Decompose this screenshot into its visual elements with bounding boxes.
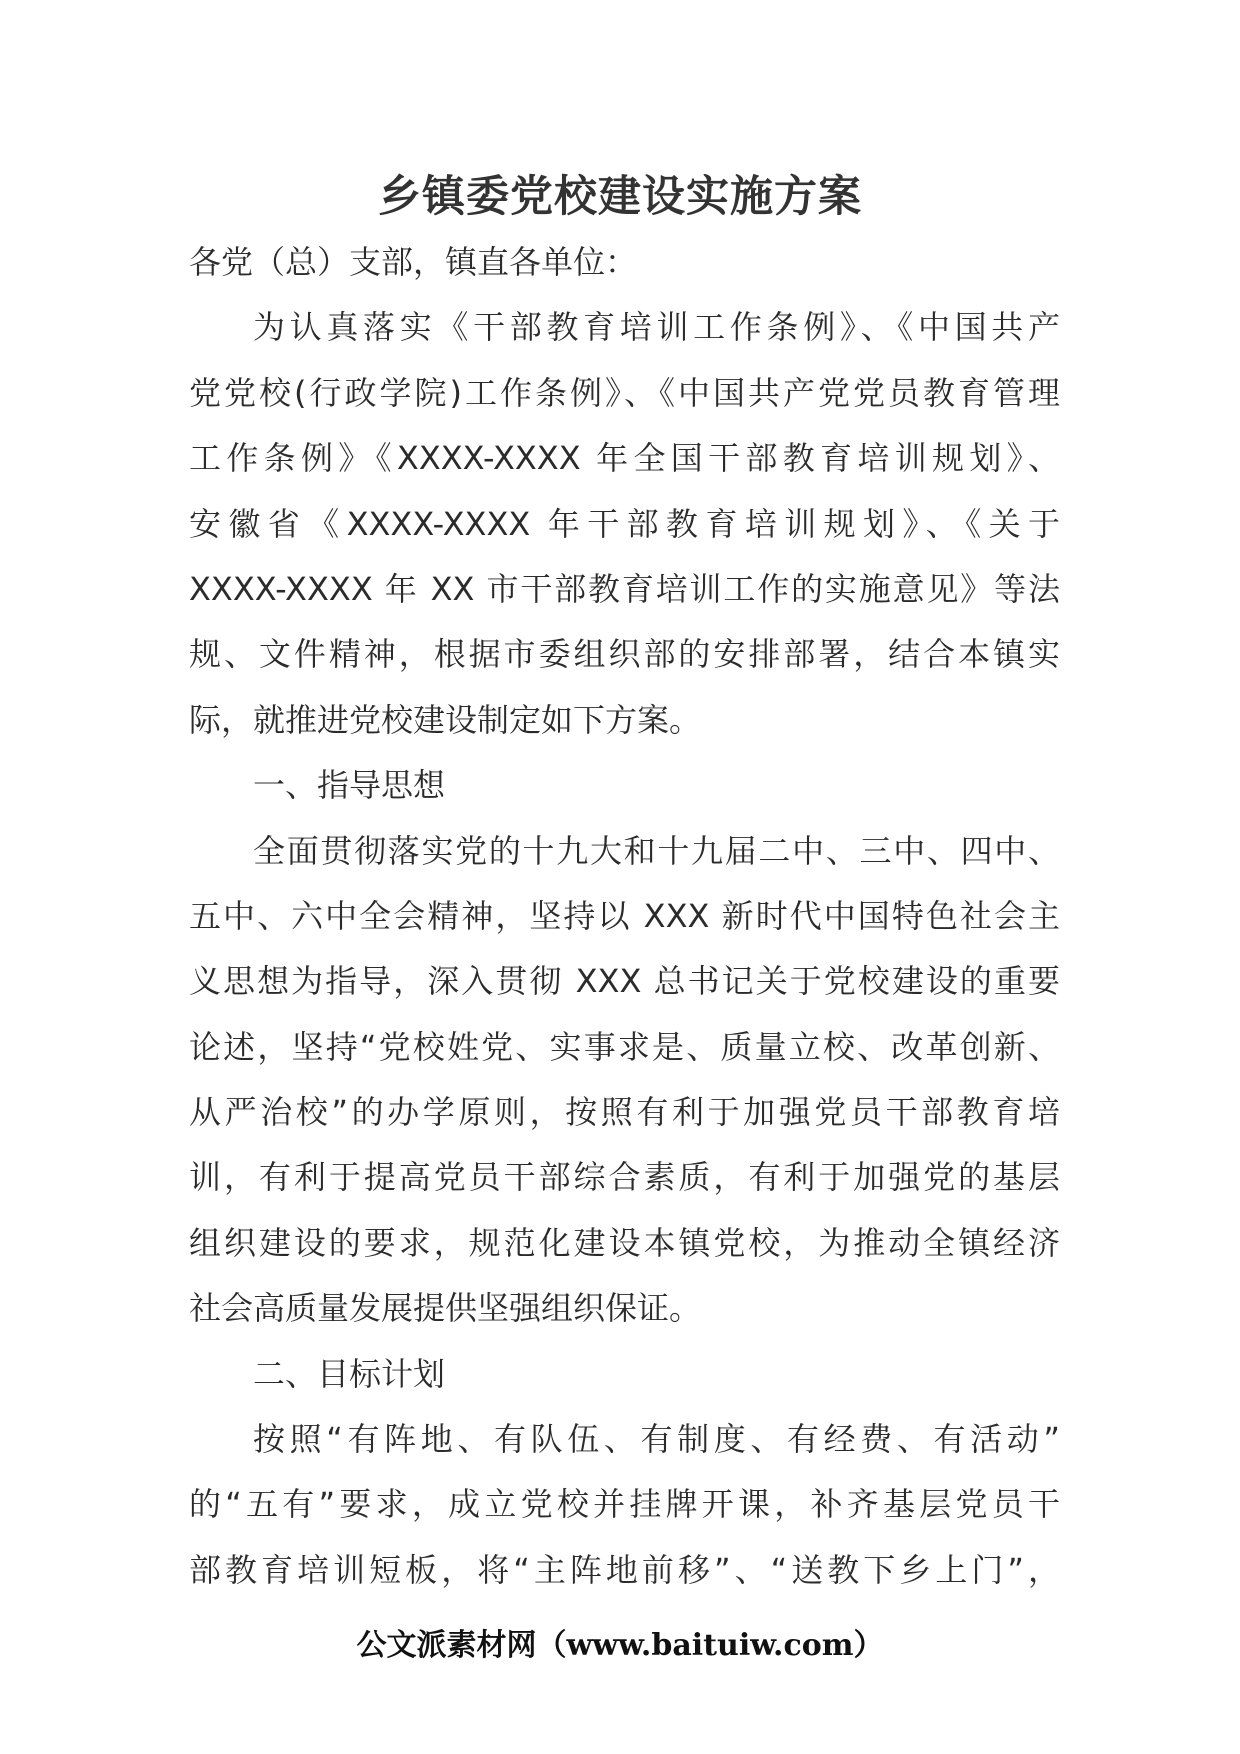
- body-line: 各党（总）支部，镇直各单位：: [189, 243, 638, 281]
- body-line: 全面贯彻落实党的十九大和十九届二中、三中、四中、: [253, 831, 1060, 870]
- paragraph-guiding-ideology: [189, 819, 1060, 1342]
- body-line: 论述，坚持“党校姓党、实事求是、质量立校、改革创新、: [189, 1027, 1060, 1066]
- body-line: 际，就推进党校建设制定如下方案。: [189, 700, 702, 739]
- paragraph-goals: [189, 1407, 1060, 1603]
- body-line: 党党校(行政学院)工作条例》、《中国共产党党员教育管理: [189, 373, 1060, 412]
- body-line: 社会高质量发展提供坚强组织保证。: [189, 1289, 702, 1328]
- body-line: 按照“有阵地、有队伍、有制度、有经费、有活动”: [253, 1420, 1060, 1459]
- document-body: [189, 230, 1060, 1603]
- body-line: 为认真落实《干部教育培训工作条例》、《中国共产: [253, 308, 1060, 347]
- footer-watermark: 公文派素材网（www.baituiw.com）: [356, 1628, 884, 1663]
- section-heading-goals: [189, 1342, 1060, 1407]
- section-heading: 二、目标计划: [253, 1354, 446, 1393]
- body-line: 义思想为指导，深入贯彻 XXX 总书记关于党校建设的重要: [189, 962, 1060, 1001]
- body-line: 训，有利于提高党员干部综合素质，有利于加强党的基层: [189, 1158, 1060, 1197]
- body-line: 部教育培训短板，将“主阵地前移”、“送教下乡上门”，: [189, 1550, 1060, 1589]
- body-line: 工作条例》《XXXX-XXXX 年全国干部教育培训规划》、: [189, 439, 1060, 478]
- salutation: [189, 230, 1060, 295]
- paragraph-intro: [189, 295, 1060, 753]
- body-line: 规、文件精神，根据市委组织部的安排部署，结合本镇实: [189, 635, 1060, 674]
- body-line: 组织建设的要求，规范化建设本镇党校，为推动全镇经济: [189, 1223, 1060, 1262]
- body-line: 的“五有”要求，成立党校并挂牌开课，补齐基层党员干: [189, 1485, 1060, 1524]
- body-line: XXXX-XXXX 年 XX 市干部教育培训工作的实施意见》等法: [189, 569, 1060, 608]
- body-line: 安徽省《XXXX-XXXX 年干部教育培训规划》、《关于: [189, 504, 1060, 543]
- document-title: 乡镇委党校建设实施方案: [378, 172, 862, 222]
- section-heading-guiding-ideology: [189, 753, 1060, 818]
- body-line: 五中、六中全会精神，坚持以 XXX 新时代中国特色社会主: [189, 896, 1060, 935]
- body-line: 从严治校”的办学原则，按照有利于加强党员干部教育培: [189, 1093, 1060, 1132]
- section-heading: 一、指导思想: [253, 766, 446, 805]
